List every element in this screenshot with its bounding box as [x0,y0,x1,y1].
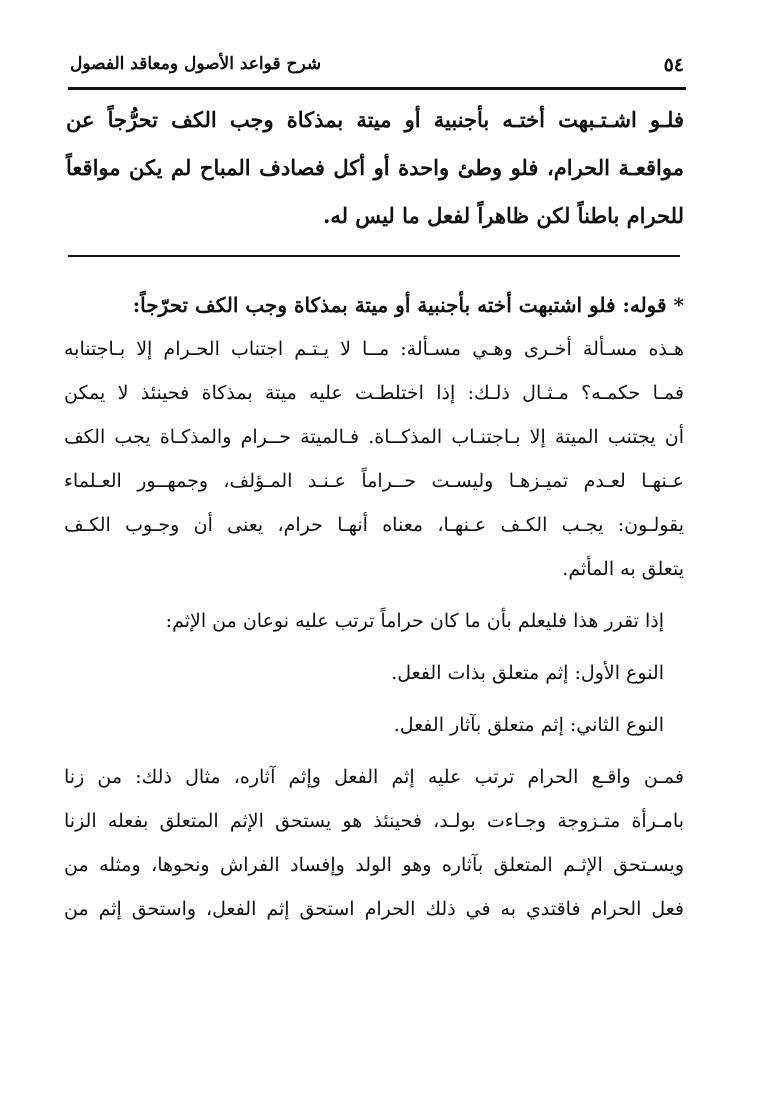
page-number: ٥٤ [663,54,684,76]
paragraph-gap [64,591,684,599]
paragraph-gap [64,747,684,755]
paragraph-line: عـنهـا لعـدم تميـزهـا وليسـت حــراماً عـنـد المـؤلف، وجمهــور العـلماء [64,470,684,492]
running-title: شرح قواعد الأصول ومعاقد الفصول [70,54,322,74]
list-item: النوع الأول: إثم متعلق بذات الفعل. [391,662,664,684]
quote-heading: * قوله: فلو اشتبهت أخته بأجنبية أو ميتة بمذكاة وجب الكف تحرّجاً: [132,293,684,317]
matn-text [66,96,684,240]
section-separator [68,255,680,257]
paragraph-line: يتعلق به المأثم. [562,558,684,580]
paragraph-line: بامـرأة متـزوجة وجـاءت بولـد، فحينئذ هو يستحق الإثم المتعلق بفعله الزنا [64,810,684,832]
paragraph-line: يقولـون: يجـب الكـف عـنهـا، معناه أنهـا حرام، يعنى أن وجـوب الكـف [64,514,684,536]
paragraph-line: فعل الحرام فاقتدي به في ذلك الحرام استحق إثم الفعل، واستحق إثم من [64,898,684,920]
list-item: النوع الثاني: إثم متعلق بآثار الفعل. [393,714,664,736]
paragraph-line: ويسـتحق الإثـم المتعلق بآثاره وهو الولد وإفساد الفراش ونحوها، ومثله من [64,854,684,876]
header-rule [68,87,686,90]
paragraph-line: فمـن واقـع الحرام ترتب عليه إثم الفعل وإثم آثاره، مثال ذلك: من زنا [64,766,684,788]
commentary [64,283,684,931]
matn-line: للحرام باطناً لكن ظاهراً لفعل ما ليس له. [323,203,684,228]
paragraph-line: إذا تقرر هذا فليعلم بأن ما كان حراماً ترتب عليه نوعان من الإثم: [165,610,664,632]
matn-line: مواقعـة الحرام، فلو وطئ واحدة أو أكل فصادف المباح لم يكن مواقعاً [66,155,684,180]
page-header [70,50,684,80]
matn-line: فلـو اشـتـبهت أختـه بأجنبية أو ميتة بمذكاة وجب الكف تحرُّجاً عن [66,107,684,132]
paragraph-gap [64,695,684,703]
paragraph-gap [64,643,684,651]
paragraph-line: فمـا حكمـه؟ مـثـال ذلـك: إذا اختلطـت عليه ميتة بمذكاة فحينئذ لا يمكن [64,382,684,404]
paragraph-line: أن يجتنب الميتة إلا بـاجتنـاب المذكــاة. فـالميتة حــرام والمذكـاة يجب الكف [64,426,684,448]
paragraph-line: هـذه مسـألة أخـرى وهـي مسـألة: مــا لا يـتـم اجتناب الحـرام إلا بـاجتنابه [64,338,684,360]
